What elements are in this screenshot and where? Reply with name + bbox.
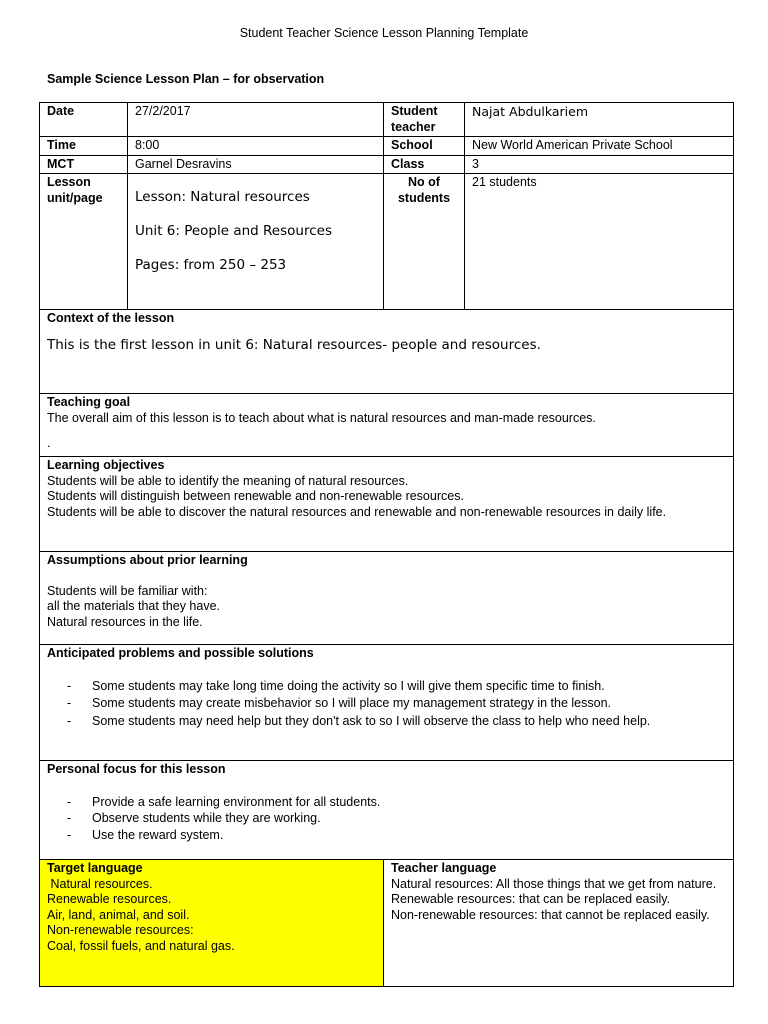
pages-line: Pages: from 250 – 253 xyxy=(135,257,287,273)
target-language-item: Natural resources. xyxy=(47,876,153,891)
lesson-unit-value xyxy=(128,174,384,310)
focus-item: - Observe students while they are working. xyxy=(92,811,726,827)
school-label: School xyxy=(384,137,465,156)
time-value: 8:00 xyxy=(128,137,384,156)
student-teacher-label: Student teacher xyxy=(384,103,465,137)
row-teaching-goal xyxy=(40,394,734,457)
assumption-line: Natural resources in the life. xyxy=(47,614,203,629)
problem-item: - Some students may take long time doing the activity so I will give them specific time to finish. xyxy=(92,679,726,695)
document-subtitle: Sample Science Lesson Plan – for observation xyxy=(47,72,325,86)
row-problems xyxy=(40,645,734,761)
focus-item: - Provide a safe learning environment for all students. xyxy=(92,795,726,811)
assumption-line: Students will be familiar with: xyxy=(47,583,208,598)
teacher-language-item: Renewable resources: that can be replaced easily. xyxy=(391,892,671,906)
objective-item: Students will be able to identify the meaning of natural resources. xyxy=(47,473,409,488)
target-language-item: Renewable resources. xyxy=(47,892,172,906)
objectives-heading: Learning objectives xyxy=(47,458,165,472)
objectives-section xyxy=(40,457,734,552)
date-value: 27/2/2017 xyxy=(128,103,384,137)
context-text: This is the first lesson in unit 6: Natural resources- people and resources. xyxy=(47,336,541,353)
row-assumptions xyxy=(40,552,734,645)
lesson-line: Lesson: Natural resources xyxy=(135,189,310,205)
problems-section xyxy=(40,645,734,761)
student-teacher-value: Najat Abdulkariem xyxy=(465,103,734,137)
teacher-language-section xyxy=(384,860,734,987)
students-count-value: 21 students xyxy=(465,174,734,310)
teaching-goal-section xyxy=(40,394,734,457)
focus-heading: Personal focus for this lesson xyxy=(47,762,226,776)
problem-item: - Some students may create misbehavior so I will place my management strategy in the lesson. xyxy=(92,696,726,712)
row-language xyxy=(40,860,734,987)
context-heading: Context of the lesson xyxy=(47,311,175,325)
class-label: Class xyxy=(384,155,465,174)
focus-item: - Use the reward system. xyxy=(92,828,726,844)
teacher-language-heading: Teacher language xyxy=(391,861,497,875)
objective-item: Students will distinguish between renewable and non-renewable resources. xyxy=(47,489,464,503)
focus-list xyxy=(47,795,726,844)
school-value: New World American Private School xyxy=(465,137,734,156)
row-context xyxy=(40,310,734,394)
lesson-unit-label: Lesson unit/page xyxy=(40,174,128,310)
teacher-language-item: Non-renewable resources: that cannot be replaced easily. xyxy=(391,907,710,922)
problem-item: - Some students may need help but they don't ask to so I will observe the class to help who need help. xyxy=(92,714,726,730)
assumptions-section xyxy=(40,552,734,645)
mct-value: Garnel Desravins xyxy=(128,155,384,174)
target-language-item: Air, land, animal, and soil. xyxy=(47,907,190,922)
objective-item: Students will be able to discover the natural resources and renewable and non-renewable resources in daily life. xyxy=(47,504,667,519)
mct-label: MCT xyxy=(40,155,128,174)
row-objectives xyxy=(40,457,734,552)
class-value: 3 xyxy=(465,155,734,174)
assumptions-heading: Assumptions about prior learning xyxy=(47,553,248,567)
row-time xyxy=(40,137,734,156)
target-language-item: Non-renewable resources: xyxy=(47,923,194,937)
teacher-language-item: Natural resources: All those things that we get from nature. xyxy=(391,876,717,891)
row-mct xyxy=(40,155,734,174)
target-language-section xyxy=(40,860,384,987)
row-date xyxy=(40,103,734,137)
teaching-goal-heading: Teaching goal xyxy=(47,395,131,409)
target-language-item: Coal, fossil fuels, and natural gas. xyxy=(47,938,235,953)
students-count-label: No of students xyxy=(384,174,465,310)
focus-section xyxy=(40,761,734,860)
date-label: Date xyxy=(40,103,128,137)
teaching-goal-text: The overall aim of this lesson is to teach about what is natural resources and man-made resources. xyxy=(47,410,596,425)
lesson-plan-table xyxy=(39,102,734,987)
time-label: Time xyxy=(40,137,128,156)
problems-heading: Anticipated problems and possible solutions xyxy=(47,646,314,660)
teaching-goal-trailing: . xyxy=(47,436,51,450)
unit-line: Unit 6: People and Resources xyxy=(135,223,332,239)
page-title: Student Teacher Science Lesson Planning Template xyxy=(239,26,529,40)
target-language-heading: Target language xyxy=(47,861,143,875)
row-lesson xyxy=(40,174,734,310)
context-section xyxy=(40,310,734,394)
row-focus xyxy=(40,761,734,860)
problems-list xyxy=(47,679,726,730)
assumption-line: all the materials that they have. xyxy=(47,599,221,613)
